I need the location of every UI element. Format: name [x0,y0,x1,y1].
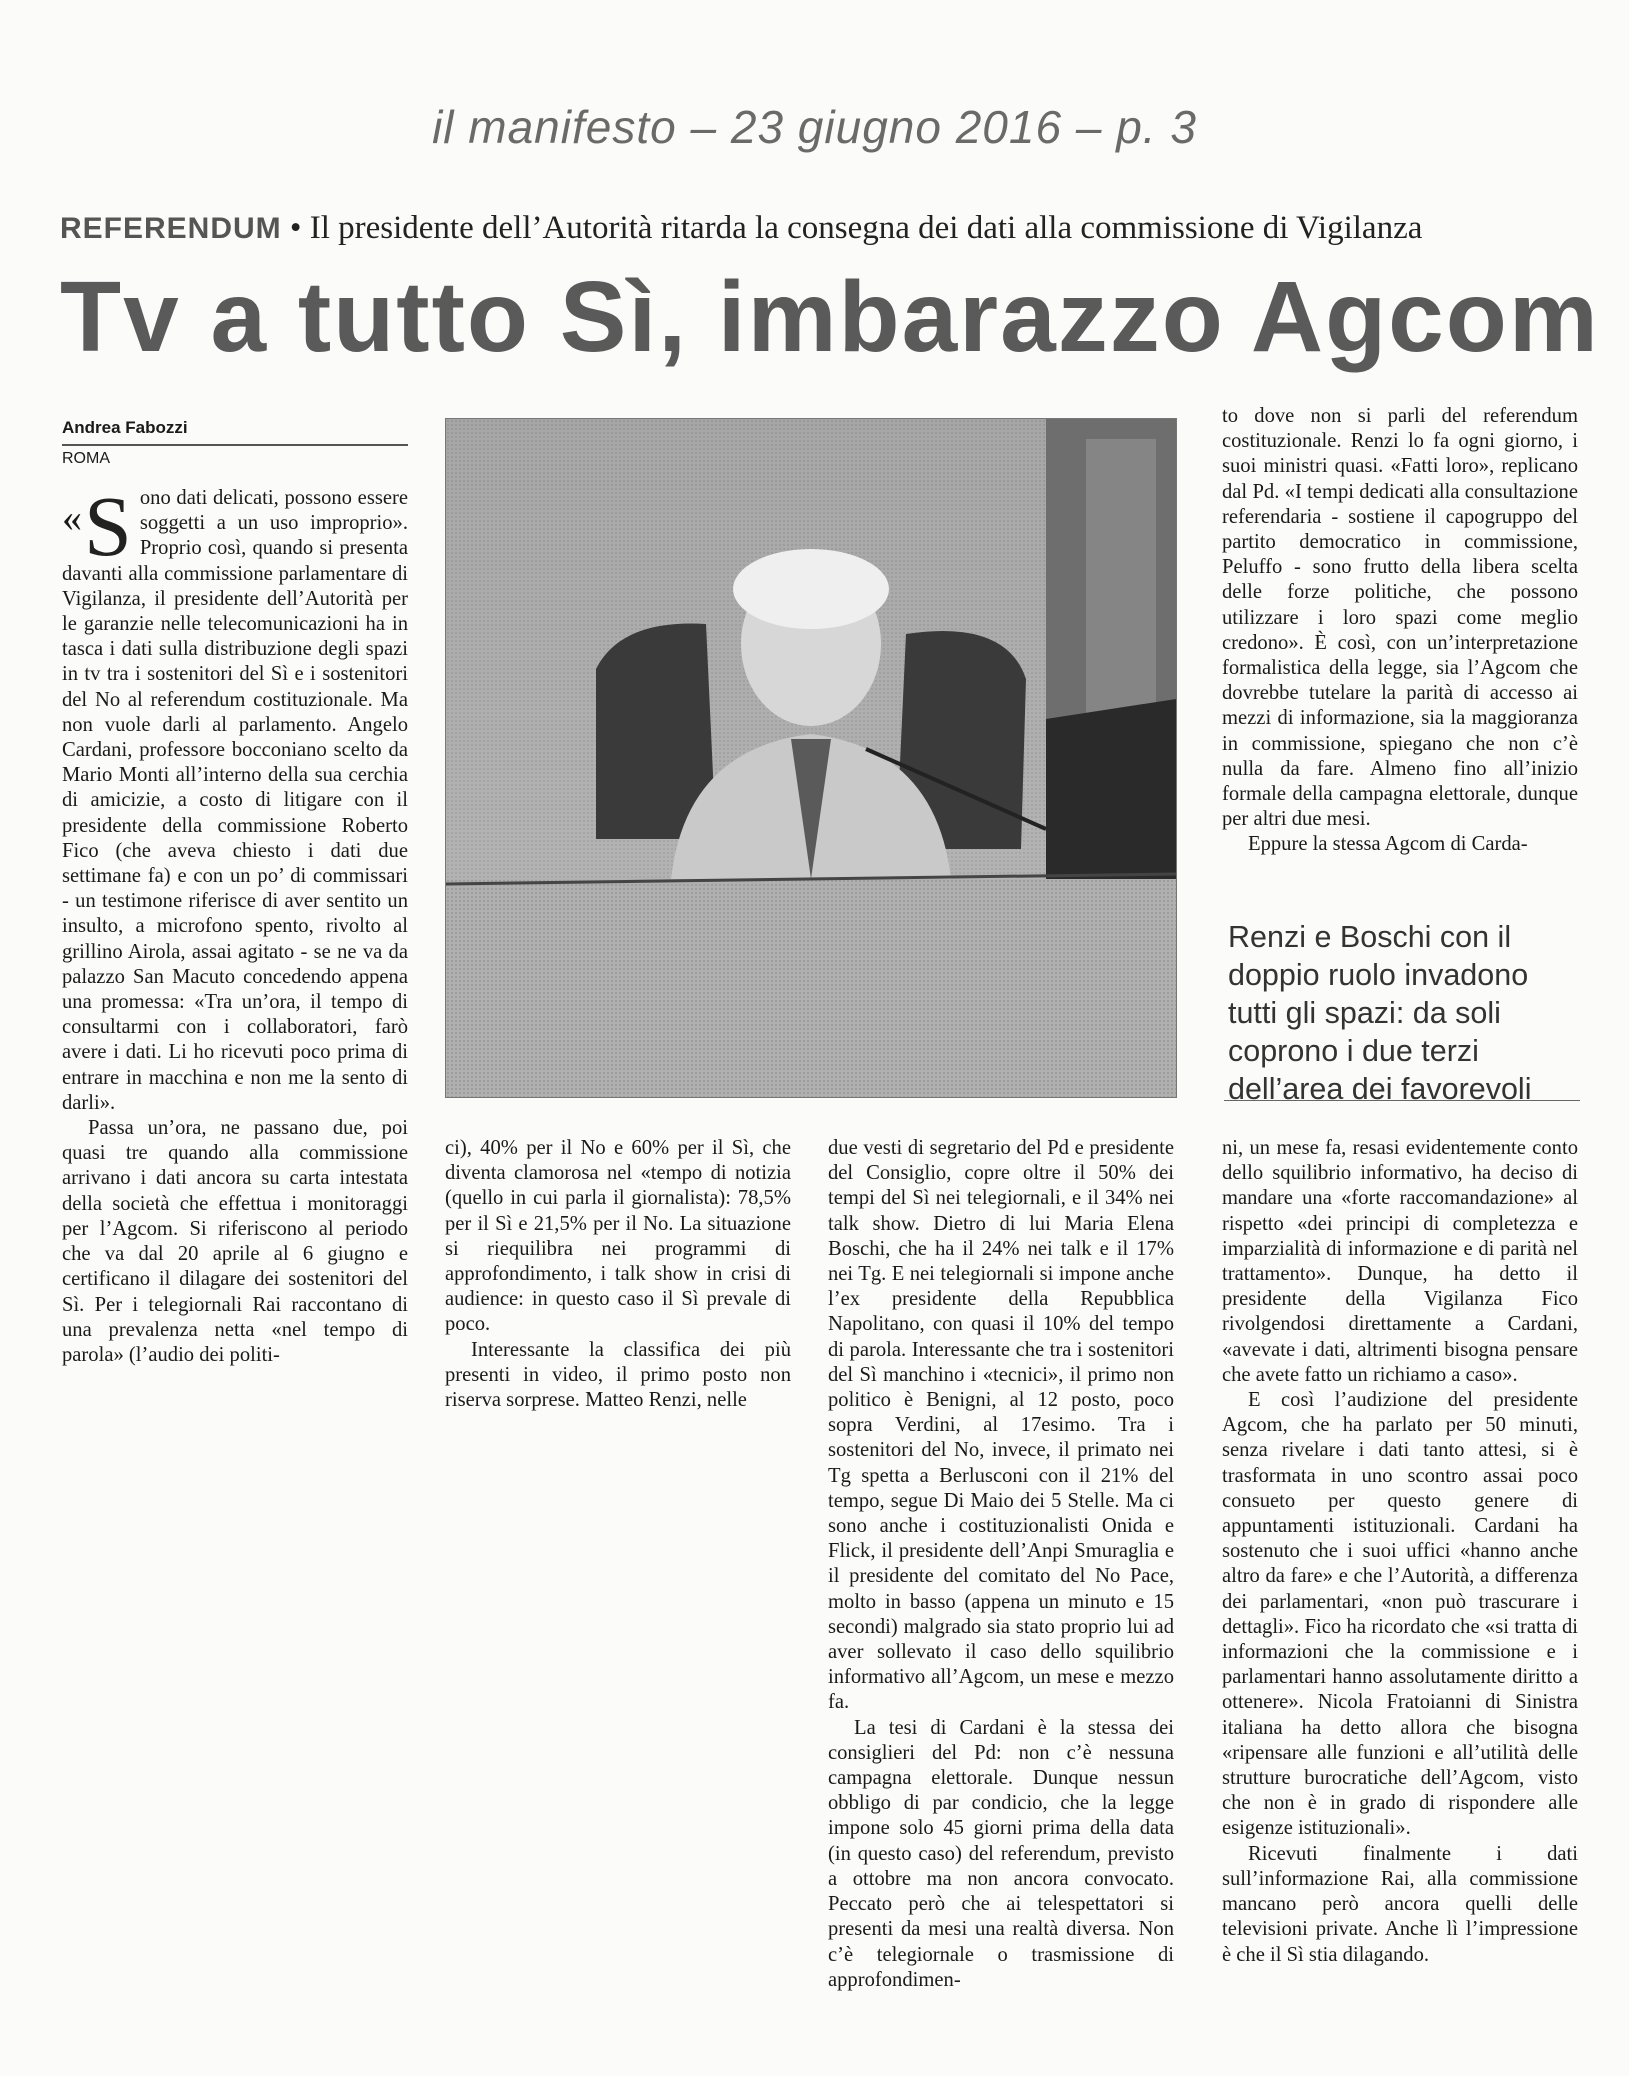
article-column-3 [828,1136,1174,1993]
photo-illustration [446,419,1176,1097]
opening-paragraph [62,478,408,1116]
publication-source-line: il manifesto – 23 giugno 2016 – p. 3 [432,101,1197,153]
opening-quote-mark: « [62,495,82,540]
kicker-tag: REFERENDUM [60,212,282,245]
paragraph: La tesi di Cardani è la stessa dei consiglieri del Pd: non c’è nessuna campagna elettorale. Dunque nessun obbligo di par condicio, che la legge impone solo 45 giorni prima della data (in questo caso) del referendum, previsto a ottobre ma non ancora convocato. Peccato però che ai telespettatori si presenti da mesi una realtà diversa. Non c’è telegiornale o trasmissione di approfondimen- [828,1716,1174,1991]
article-column-4-top [1222,404,1578,858]
kicker-separator: • [281,210,310,246]
paragraph: E così l’audizione del presidente Agcom, che ha parlato per 50 minuti, senza rivelare i dati tanto attesi, si è trasformata in uno scontro assai poco consueto per questo genere di appuntamenti istituzionali. Cardani ha sostenuto che i suoi uffici «hanno anche altro da fare» e che l’Autorità, a differenza dei parlamentari, «non può trascurare i dettagli». Fico ha ricordato che «si tratta di informazioni che la commissione e i parlamentari hanno assolutamente diritto a ottenere». Nicola Fratoianni di Sinistra italiana ha detto allora che bisogna «ripensare alle funzioni e all’utilità delle strutture burocratiche dell’Agcom, visto che non è in grado di rispondere alle esigenze istituzionali». [1222,1389,1578,1840]
pull-quote: Renzi e Boschi con il doppio ruolo invadono tutti gli spazi: da soli coprono i due terzi dell’area dei favorevoli [1228,920,1532,1106]
article-column-1 [62,478,408,1368]
headline: Tv a tutto Sì, imbarazzo Agcom [60,261,1600,373]
paragraph: ni, un mese fa, resasi evidentemente conto dello squilibrio informativo, ha deciso di mandare una «forte raccomandazione» al rispetto «dei principi di completezza e imparzialità di informazione e di parità nel trattamento». Dunque, ha detto il presidente della Vigilanza Fico rivolgendosi direttamente a Cardani, «avevate i dati, altrimenti bisogna pensare che avete fatto un richiamo a caso». [1222,1137,1578,1386]
article-column-2 [445,1136,791,1413]
paragraph: ci), 40% per il No e 60% per il Sì, che diventa clamorosa nel «tempo di notizia (quello in cui parla il giornalista): 78,5% per il Sì e 21,5% per il No. La situazione si riequilibra nei programmi di approfondimento, i talk show in crisi di audience: in questo caso il Sì prevale di poco. [445,1137,791,1336]
paragraph: Ricevuti finalmente i dati sull’informazione Rai, alla commissione mancano però ancora quelli delle televisioni private. Anche lì l’impressione è che il Sì stia dilagando. [1222,1842,1578,1966]
paragraph: Passa un’ora, ne passano due, poi quasi tre quando alla commissione arrivano i dati ancora su carta intestata della società che effettua i monitoraggi per l’Agcom. Si riferiscono al periodo che va dal 20 aprile al 6 giugno e certificano il dilagare dei sostenitori del Sì. Per i telegiornali Rai raccontano di una prevalenza netta «nel tempo di parola» (l’audio dei politi- [62,1117,408,1366]
drop-cap: S [84,478,132,574]
dateline: ROMA [62,450,110,467]
pull-quote-rule [1224,1100,1580,1101]
paragraph: ono dati delicati, possono essere soggetti a un uso improprio». Proprio così, quando si presenta davanti alla commissione parlamentare di Vigilanza, il presidente dell’Autorità per le garanzie nelle telecomunicazioni ha in tasca i dati sulla distribuzione degli spazi in tv tra i sostenitori del Sì e i sostenitori del No al referendum costituzionale. Ma non vuole darli al parlamento. Angelo Cardani, professore bocconiano scelto da Mario Monti all’interno della sua cerchia di amicizie, a costo di litigare con il presidente della commissione Roberto Fico (che aveva chiesto i dati due settimane fa) e con un po’ di commissari - un testimone riferisce di aver sentito un insulto, a microfono spento, rivolto al grillino Airola, assai agitato - se ne va da palazzo San Macuto concedendo appena una promessa: «Tra un’ora, il tempo di consultarmi con i collaboratori, farò avere i dati. Li ho ricevuti poco prima di entrare in macchina e non me la sento di darli». [62,487,408,1114]
byline-rule [62,444,408,446]
paragraph: Interessante la classifica dei più presenti in video, il primo posto non riserva sorprese. Matteo Renzi, nelle [445,1338,791,1412]
paragraph: Eppure la stessa Agcom di Carda- [1248,833,1528,856]
kicker-text: Il presidente dell’Autorità ritarda la consegna dei dati alla commissione di Vigilanza [309,210,1423,246]
byline-author: Andrea Fabozzi [62,418,188,437]
paragraph: due vesti di segretario del Pd e presidente del Consiglio, copre oltre il 50% dei tempi del Sì nei telegiornali, e il 34% nei talk show. Dietro di lui Maria Elena Boschi, che ha il 24% nei talk e il 17% nei Tg. E nei telegiornali si impone anche l’ex presidente della Repubblica Napolitano, con quasi il 10% del tempo di parola. Interessante che tra i sostenitori del Sì manchino i «tecnici», il primo non politico è Benigni, al 12 posto, poco sopra Verdini, al 17esimo. Tra i sostenitori del No, invece, il primato nei Tg spetta a Berlusconi con il 21% del tempo, segue Di Maio dei 5 Stelle. Ma ci sono anche i costituzionalisti Onida e Flick, il presidente dell’Anpi Smuraglia e il presidente del comitato del No Pace, molto in basso (appena un minuto e 15 secondi) malgrado sia stato proprio lui ad aver sollevato il caso dello squilibrio informativo all’Agcom, un mese e mezzo fa. [828,1137,1174,1714]
kicker [60,210,1580,247]
paragraph: to dove non si parli del referendum costituzionale. Renzi lo fa ogni giorno, i suoi ministri quasi. «Fatti loro», replicano dal Pd. «I tempi dedicati alla consultazione referendaria - sostiene il capogruppo del partito democratico in commissione, Peluffo - sono frutto della libera scelta delle forze politiche, che possono utilizzare i loro spazi come meglio credono». È così, con un’interpretazione formalistica della legge, sia l’Agcom che dovrebbe tutelare la parità di accesso ai mezzi di informazione, sia la maggioranza in commissione, spiegano che non c’è nulla da fare. Almeno fino all’inizio formale della campagna elettorale, dunque per altri due mesi. [1222,405,1578,831]
article-photo [445,418,1177,1098]
article-column-4-bottom [1222,1136,1578,1968]
